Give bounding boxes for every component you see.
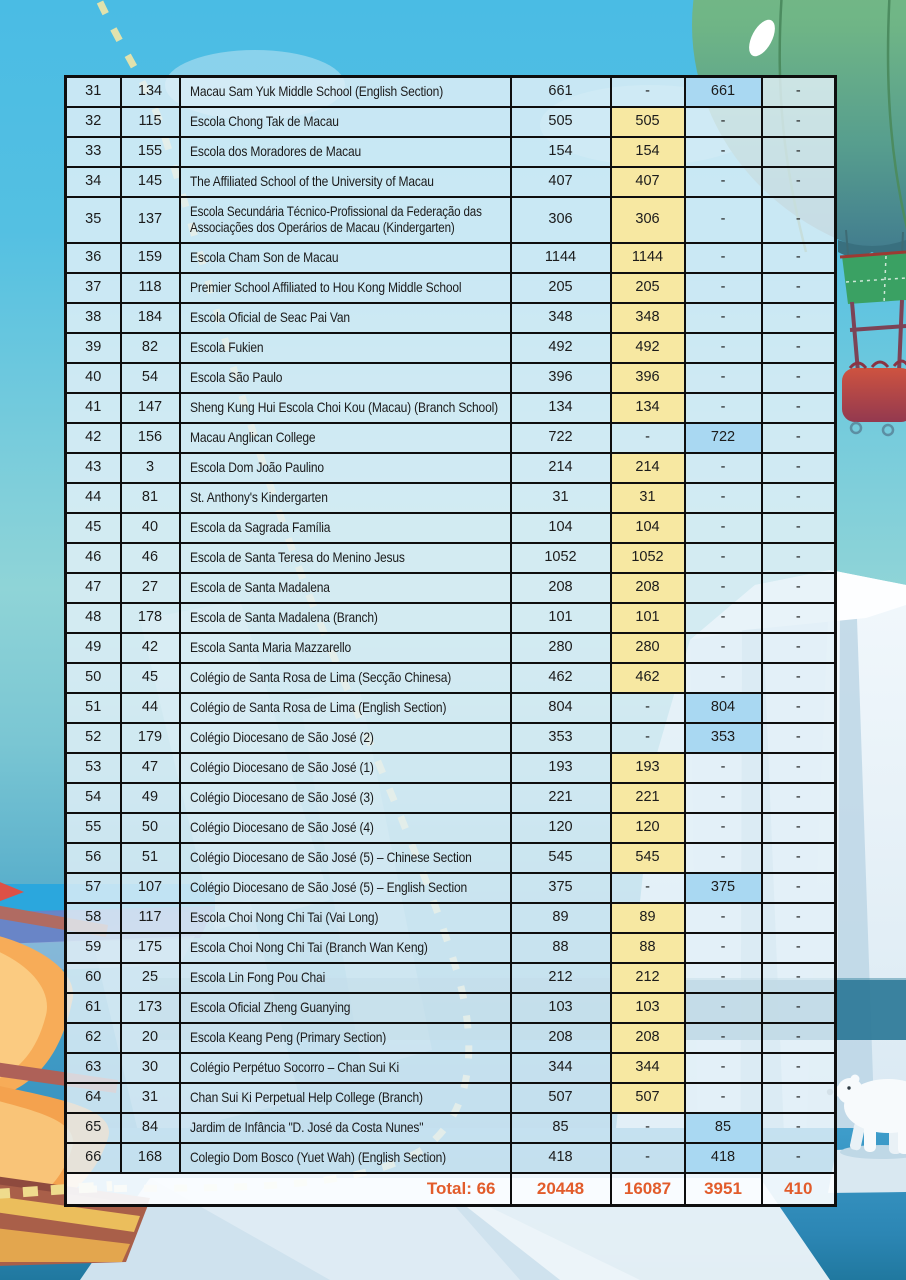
table-row <box>66 723 836 753</box>
value-cell: 396 <box>611 363 685 393</box>
school-name-cell: Escola Cham Son de Macau <box>180 243 511 273</box>
value-cell: 120 <box>611 813 685 843</box>
school-enrolment-table <box>64 75 837 1207</box>
value-cell: - <box>685 783 762 813</box>
value-cell: - <box>685 753 762 783</box>
table-row <box>66 303 836 333</box>
school-code-cell: 3 <box>121 453 180 483</box>
value-cell: - <box>685 843 762 873</box>
school-name-cell: Escola de Santa Madalena (Branch) <box>180 603 511 633</box>
table-row <box>66 483 836 513</box>
row-number-cell: 42 <box>66 423 121 453</box>
school-name-cell: Escola Oficial Zheng Guanying <box>180 993 511 1023</box>
value-cell: 348 <box>611 303 685 333</box>
value-cell: 101 <box>511 603 611 633</box>
school-name-cell: Colegio Dom Bosco (Yuet Wah) (English Section) <box>180 1143 511 1173</box>
table-row <box>66 963 836 993</box>
value-cell: - <box>762 873 836 903</box>
value-cell: 492 <box>611 333 685 363</box>
value-cell: - <box>762 843 836 873</box>
table-row <box>66 753 836 783</box>
value-cell: 348 <box>511 303 611 333</box>
value-cell: 208 <box>611 1023 685 1053</box>
value-cell: 280 <box>511 633 611 663</box>
table-row <box>66 167 836 197</box>
table-row <box>66 333 836 363</box>
value-cell: 407 <box>611 167 685 197</box>
value-cell: 214 <box>611 453 685 483</box>
value-cell: - <box>762 1143 836 1173</box>
row-number-cell: 64 <box>66 1083 121 1113</box>
value-cell: - <box>685 453 762 483</box>
school-name-cell: Escola Dom João Paulino <box>180 453 511 483</box>
value-cell: - <box>762 783 836 813</box>
value-cell: - <box>611 77 685 108</box>
school-code-cell: 40 <box>121 513 180 543</box>
school-code-cell: 20 <box>121 1023 180 1053</box>
row-number-cell: 54 <box>66 783 121 813</box>
value-cell: - <box>685 573 762 603</box>
value-cell: 208 <box>511 1023 611 1053</box>
row-number-cell: 60 <box>66 963 121 993</box>
value-cell: 306 <box>511 197 611 243</box>
row-number-cell: 33 <box>66 137 121 167</box>
school-code-cell: 82 <box>121 333 180 363</box>
value-cell: 661 <box>685 77 762 108</box>
row-number-cell: 57 <box>66 873 121 903</box>
school-name-cell: Colégio Perpétuo Socorro – Chan Sui Ki <box>180 1053 511 1083</box>
school-code-cell: 25 <box>121 963 180 993</box>
value-cell: 104 <box>511 513 611 543</box>
value-cell: - <box>685 543 762 573</box>
value-cell: - <box>685 903 762 933</box>
bear-head <box>837 1078 863 1104</box>
balloon-basket <box>842 368 906 422</box>
row-number-cell: 66 <box>66 1143 121 1173</box>
row-number-cell: 49 <box>66 633 121 663</box>
school-name-cell: Escola Secundária Técnico-Profissional da Federação das Associações dos Operários de Macau (Kindergarten) <box>180 197 511 243</box>
value-cell: 212 <box>511 963 611 993</box>
value-cell: 120 <box>511 813 611 843</box>
school-name-cell: Colégio Diocesano de São José (5) – English Section <box>180 873 511 903</box>
value-cell: 344 <box>611 1053 685 1083</box>
school-code-cell: 27 <box>121 573 180 603</box>
table-row <box>66 77 836 108</box>
value-cell: - <box>762 197 836 243</box>
value-cell: 208 <box>511 573 611 603</box>
school-code-cell: 137 <box>121 197 180 243</box>
value-cell: 545 <box>611 843 685 873</box>
value-cell: - <box>762 1023 836 1053</box>
row-number-cell: 38 <box>66 303 121 333</box>
school-code-cell: 81 <box>121 483 180 513</box>
table-row <box>66 903 836 933</box>
table-row <box>66 1083 836 1113</box>
value-cell: 306 <box>611 197 685 243</box>
school-code-cell: 46 <box>121 543 180 573</box>
value-cell: 193 <box>611 753 685 783</box>
school-code-cell: 175 <box>121 933 180 963</box>
table-row <box>66 933 836 963</box>
school-code-cell: 84 <box>121 1113 180 1143</box>
row-number-cell: 65 <box>66 1113 121 1143</box>
table-row <box>66 573 836 603</box>
value-cell: 205 <box>611 273 685 303</box>
school-code-cell: 50 <box>121 813 180 843</box>
value-cell: - <box>685 333 762 363</box>
value-cell: 375 <box>511 873 611 903</box>
row-number-cell: 31 <box>66 77 121 108</box>
value-cell: 221 <box>511 783 611 813</box>
table-row <box>66 137 836 167</box>
value-cell: - <box>685 107 762 137</box>
school-code-cell: 147 <box>121 393 180 423</box>
school-name-cell: Escola Chong Tak de Macau <box>180 107 511 137</box>
row-number-cell: 43 <box>66 453 121 483</box>
total-value: 16087 <box>611 1173 685 1206</box>
row-number-cell: 45 <box>66 513 121 543</box>
value-cell: 375 <box>685 873 762 903</box>
value-cell: 1144 <box>511 243 611 273</box>
school-name-cell: Colégio Diocesano de São José (4) <box>180 813 511 843</box>
value-cell: 31 <box>611 483 685 513</box>
total-value: 3951 <box>685 1173 762 1206</box>
school-name-cell: Sheng Kung Hui Escola Choi Kou (Macau) (Branch School) <box>180 393 511 423</box>
value-cell: - <box>762 573 836 603</box>
table-row <box>66 783 836 813</box>
value-cell: - <box>762 333 836 363</box>
value-cell: 103 <box>511 993 611 1023</box>
table-row <box>66 543 836 573</box>
value-cell: 507 <box>511 1083 611 1113</box>
value-cell: - <box>685 197 762 243</box>
school-code-cell: 30 <box>121 1053 180 1083</box>
value-cell: 804 <box>685 693 762 723</box>
value-cell: - <box>762 77 836 108</box>
school-name-cell: Escola São Paulo <box>180 363 511 393</box>
table-row <box>66 423 836 453</box>
row-number-cell: 47 <box>66 573 121 603</box>
value-cell: 418 <box>511 1143 611 1173</box>
school-name-cell: Colégio Diocesano de São José (1) <box>180 753 511 783</box>
school-name-cell: Escola Keang Peng (Primary Section) <box>180 1023 511 1053</box>
table-row <box>66 107 836 137</box>
value-cell: 462 <box>511 663 611 693</box>
value-cell: - <box>611 1143 685 1173</box>
school-code-cell: 159 <box>121 243 180 273</box>
row-number-cell: 35 <box>66 197 121 243</box>
row-number-cell: 44 <box>66 483 121 513</box>
value-cell: - <box>762 423 836 453</box>
value-cell: - <box>611 873 685 903</box>
value-cell: 722 <box>685 423 762 453</box>
value-cell: - <box>685 1053 762 1083</box>
value-cell: 205 <box>511 273 611 303</box>
value-cell: - <box>762 363 836 393</box>
school-name-cell: Macau Anglican College <box>180 423 511 453</box>
value-cell: - <box>762 693 836 723</box>
row-number-cell: 50 <box>66 663 121 693</box>
school-code-cell: 44 <box>121 693 180 723</box>
school-code-cell: 134 <box>121 77 180 108</box>
school-name-cell: Escola da Sagrada Família <box>180 513 511 543</box>
value-cell: 505 <box>611 107 685 137</box>
school-name-cell: Colégio Diocesano de São José (2) <box>180 723 511 753</box>
value-cell: 212 <box>611 963 685 993</box>
value-cell: 134 <box>611 393 685 423</box>
row-number-cell: 37 <box>66 273 121 303</box>
value-cell: - <box>762 393 836 423</box>
row-number-cell: 56 <box>66 843 121 873</box>
row-number-cell: 53 <box>66 753 121 783</box>
school-code-cell: 51 <box>121 843 180 873</box>
school-name-cell: Macau Sam Yuk Middle School (English Section) <box>180 77 511 108</box>
value-cell: 1052 <box>511 543 611 573</box>
value-cell: - <box>685 243 762 273</box>
value-cell: 31 <box>511 483 611 513</box>
total-value: 20448 <box>511 1173 611 1206</box>
value-cell: 85 <box>511 1113 611 1143</box>
row-number-cell: 62 <box>66 1023 121 1053</box>
total-label: Total: 66 <box>66 1173 511 1206</box>
value-cell: 353 <box>685 723 762 753</box>
row-number-cell: 46 <box>66 543 121 573</box>
school-name-cell: Escola Fukien <box>180 333 511 363</box>
table-row <box>66 197 836 243</box>
table-row <box>66 1023 836 1053</box>
value-cell: - <box>685 303 762 333</box>
value-cell: - <box>685 963 762 993</box>
row-number-cell: 39 <box>66 333 121 363</box>
school-code-cell: 173 <box>121 993 180 1023</box>
value-cell: - <box>762 243 836 273</box>
value-cell: - <box>762 137 836 167</box>
value-cell: 103 <box>611 993 685 1023</box>
table-row <box>66 273 836 303</box>
row-number-cell: 34 <box>66 167 121 197</box>
table-row <box>66 393 836 423</box>
table-row <box>66 1053 836 1083</box>
row-number-cell: 41 <box>66 393 121 423</box>
school-name-cell: Colégio de Santa Rosa de Lima (Secção Chinesa) <box>180 663 511 693</box>
row-number-cell: 40 <box>66 363 121 393</box>
value-cell: 418 <box>685 1143 762 1173</box>
value-cell: - <box>685 813 762 843</box>
value-cell: 492 <box>511 333 611 363</box>
value-cell: - <box>762 513 836 543</box>
value-cell: - <box>762 167 836 197</box>
table-row <box>66 633 836 663</box>
school-name-cell: Jardim de Infância "D. José da Costa Nunes" <box>180 1113 511 1143</box>
value-cell: 462 <box>611 663 685 693</box>
value-cell: - <box>685 663 762 693</box>
value-cell: - <box>762 543 836 573</box>
row-number-cell: 51 <box>66 693 121 723</box>
value-cell: 208 <box>611 573 685 603</box>
value-cell: - <box>762 813 836 843</box>
table-row <box>66 243 836 273</box>
value-cell: 507 <box>611 1083 685 1113</box>
value-cell: 344 <box>511 1053 611 1083</box>
row-number-cell: 48 <box>66 603 121 633</box>
row-number-cell: 58 <box>66 903 121 933</box>
school-code-cell: 31 <box>121 1083 180 1113</box>
value-cell: - <box>762 273 836 303</box>
value-cell: - <box>685 363 762 393</box>
value-cell: - <box>685 633 762 663</box>
value-cell: - <box>685 1083 762 1113</box>
value-cell: 193 <box>511 753 611 783</box>
school-name-cell: Colégio de Santa Rosa de Lima (English Section) <box>180 693 511 723</box>
value-cell: - <box>685 1023 762 1053</box>
value-cell: 134 <box>511 393 611 423</box>
value-cell: - <box>685 273 762 303</box>
value-cell: 214 <box>511 453 611 483</box>
school-name-cell: Colégio Diocesano de São José (5) – Chinese Section <box>180 843 511 873</box>
school-name-cell: Escola Choi Nong Chi Tai (Vai Long) <box>180 903 511 933</box>
row-number-cell: 61 <box>66 993 121 1023</box>
value-cell: 221 <box>611 783 685 813</box>
school-code-cell: 184 <box>121 303 180 333</box>
school-code-cell: 178 <box>121 603 180 633</box>
table-row <box>66 873 836 903</box>
value-cell: - <box>762 753 836 783</box>
value-cell: 545 <box>511 843 611 873</box>
school-name-cell: The Affiliated School of the University of Macau <box>180 167 511 197</box>
value-cell: 89 <box>611 903 685 933</box>
table-row <box>66 1113 836 1143</box>
value-cell: 88 <box>511 933 611 963</box>
value-cell: - <box>611 1113 685 1143</box>
value-cell: - <box>762 1083 836 1113</box>
value-cell: - <box>685 933 762 963</box>
total-value: 410 <box>762 1173 836 1206</box>
school-name-cell: St. Anthony's Kindergarten <box>180 483 511 513</box>
value-cell: - <box>685 603 762 633</box>
school-name-cell: Escola Oficial de Seac Pai Van <box>180 303 511 333</box>
value-cell: 101 <box>611 603 685 633</box>
value-cell: 88 <box>611 933 685 963</box>
row-number-cell: 52 <box>66 723 121 753</box>
table-row <box>66 363 836 393</box>
value-cell: 396 <box>511 363 611 393</box>
value-cell: - <box>762 933 836 963</box>
value-cell: - <box>762 483 836 513</box>
school-name-cell: Escola dos Moradores de Macau <box>180 137 511 167</box>
value-cell: 1052 <box>611 543 685 573</box>
value-cell: 85 <box>685 1113 762 1143</box>
bear-eye <box>847 1086 850 1089</box>
school-name-cell: Escola Lin Fong Pou Chai <box>180 963 511 993</box>
table-row <box>66 603 836 633</box>
school-code-cell: 117 <box>121 903 180 933</box>
school-code-cell: 179 <box>121 723 180 753</box>
school-code-cell: 54 <box>121 363 180 393</box>
table-row <box>66 513 836 543</box>
value-cell: - <box>685 513 762 543</box>
school-code-cell: 47 <box>121 753 180 783</box>
row-number-cell: 63 <box>66 1053 121 1083</box>
value-cell: 1144 <box>611 243 685 273</box>
value-cell: 89 <box>511 903 611 933</box>
table-row <box>66 663 836 693</box>
school-name-cell: Escola de Santa Teresa do Menino Jesus <box>180 543 511 573</box>
table-row <box>66 1143 836 1173</box>
value-cell: - <box>685 483 762 513</box>
value-cell: 722 <box>511 423 611 453</box>
row-number-cell: 59 <box>66 933 121 963</box>
value-cell: - <box>762 453 836 483</box>
value-cell: - <box>762 963 836 993</box>
table-row <box>66 453 836 483</box>
school-code-cell: 156 <box>121 423 180 453</box>
value-cell: - <box>762 603 836 633</box>
school-code-cell: 168 <box>121 1143 180 1173</box>
value-cell: 505 <box>511 107 611 137</box>
value-cell: 661 <box>511 77 611 108</box>
table-row <box>66 813 836 843</box>
value-cell: 804 <box>511 693 611 723</box>
school-code-cell: 115 <box>121 107 180 137</box>
value-cell: - <box>685 393 762 423</box>
row-number-cell: 55 <box>66 813 121 843</box>
school-code-cell: 45 <box>121 663 180 693</box>
table-row <box>66 993 836 1023</box>
value-cell: - <box>685 167 762 197</box>
value-cell: - <box>762 633 836 663</box>
total-row <box>66 1173 836 1206</box>
school-code-cell: 155 <box>121 137 180 167</box>
table-row <box>66 843 836 873</box>
value-cell: - <box>762 303 836 333</box>
value-cell: - <box>762 993 836 1023</box>
school-code-cell: 49 <box>121 783 180 813</box>
value-cell: 407 <box>511 167 611 197</box>
value-cell: - <box>611 423 685 453</box>
school-name-cell: Escola de Santa Madalena <box>180 573 511 603</box>
school-code-cell: 145 <box>121 167 180 197</box>
school-code-cell: 118 <box>121 273 180 303</box>
school-name-cell: Escola Choi Nong Chi Tai (Branch Wan Keng) <box>180 933 511 963</box>
value-cell: - <box>762 903 836 933</box>
value-cell: - <box>685 137 762 167</box>
value-cell: - <box>762 723 836 753</box>
value-cell: - <box>762 1053 836 1083</box>
value-cell: - <box>762 663 836 693</box>
school-name-cell: Premier School Affiliated to Hou Kong Middle School <box>180 273 511 303</box>
school-name-cell: Chan Sui Ki Perpetual Help College (Branch) <box>180 1083 511 1113</box>
value-cell: 280 <box>611 633 685 663</box>
value-cell: 154 <box>611 137 685 167</box>
value-cell: - <box>762 1113 836 1143</box>
table-row <box>66 693 836 723</box>
school-name-cell: Escola Santa Maria Mazzarello <box>180 633 511 663</box>
value-cell: 353 <box>511 723 611 753</box>
school-code-cell: 107 <box>121 873 180 903</box>
value-cell: - <box>611 723 685 753</box>
value-cell: - <box>685 993 762 1023</box>
value-cell: - <box>611 693 685 723</box>
row-number-cell: 32 <box>66 107 121 137</box>
value-cell: - <box>762 107 836 137</box>
row-number-cell: 36 <box>66 243 121 273</box>
school-name-cell: Colégio Diocesano de São José (3) <box>180 783 511 813</box>
value-cell: 154 <box>511 137 611 167</box>
school-code-cell: 42 <box>121 633 180 663</box>
value-cell: 104 <box>611 513 685 543</box>
